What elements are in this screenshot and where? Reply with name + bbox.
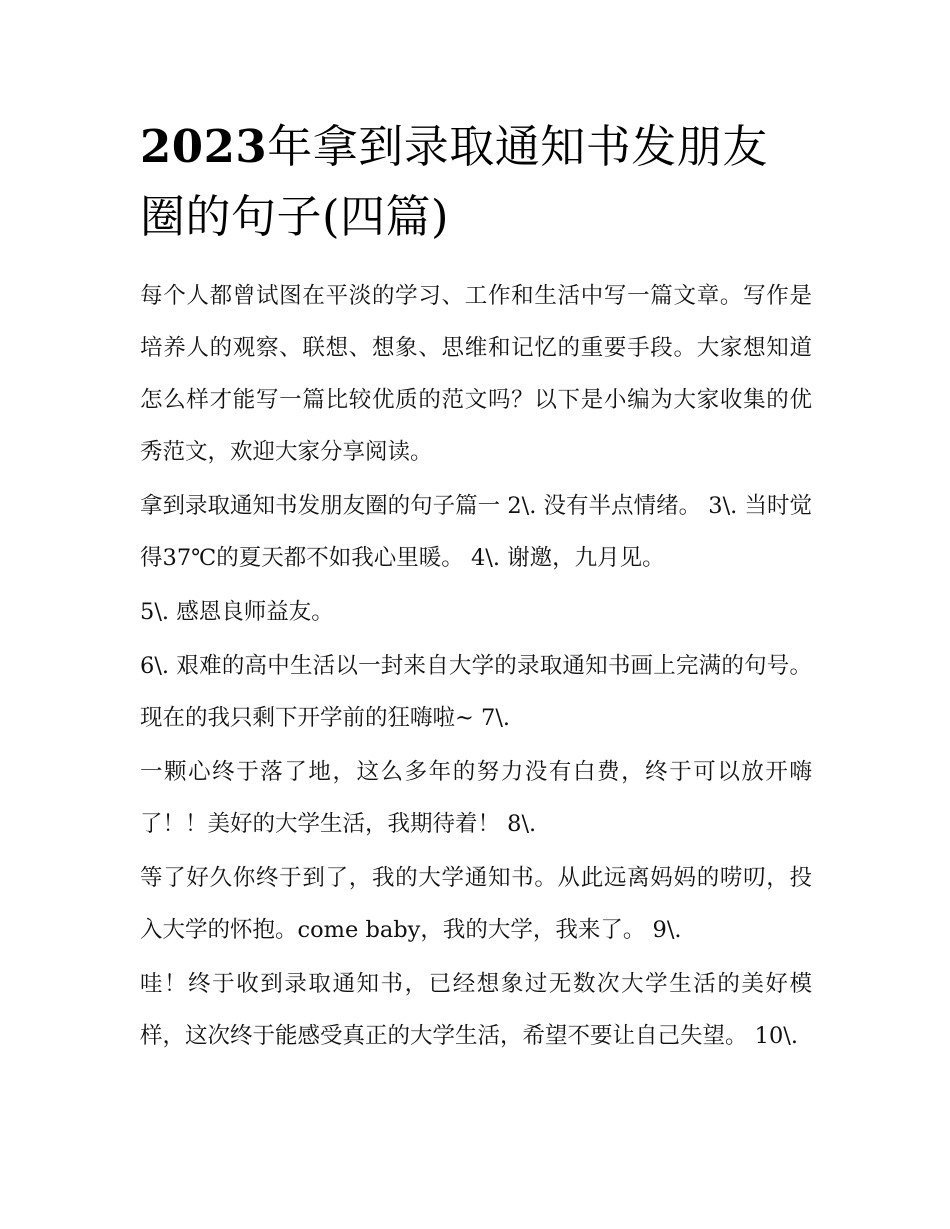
body-paragraph: 哇！终于收到录取通知书，已经想象过无数次大学生活的美好模样，这次终于能感受真正的大学生活，希望不要让自己失望。 10\.: [140, 971, 812, 1049]
body-paragraph: 等了好久你终于到了，我的大学通知书。从此远离妈妈的唠叨，投入大学的怀抱。come baby，我的大学，我来了。 9\.: [140, 865, 812, 943]
body-paragraph: 拿到录取通知书发朋友圈的句子篇一 2\. 没有半点情绪。 3\. 当时觉得37℃的夏天都不如我心里暖。 4\. 谢邀，九月见。: [140, 493, 812, 571]
intro-paragraph: 每个人都曾试图在平淡的学习、工作和生活中写一篇文章。写作是培养人的观察、联想、想象、思维和记忆的重要手段。大家想知道怎么样才能写一篇比较优质的范文吗？以下是小编为大家收集的优秀范文，欢迎大家分享阅读。: [140, 283, 812, 465]
document-title: [140, 112, 812, 252]
document-content: [140, 112, 812, 1064]
body-paragraph: 6\. 艰难的高中生活以一封来自大学的录取通知书画上完满的句号。现在的我只剩下开学前的狂嗨啦~ 7\.: [140, 653, 812, 731]
title-year: 2023: [140, 120, 268, 173]
body-paragraph: 5\. 感恩良师益友。: [140, 599, 334, 625]
title-text: 年拿到录取通知书发朋友圈的句子(四篇): [140, 120, 768, 243]
document-body: [140, 270, 812, 1062]
body-paragraph: 一颗心终于落了地，这么多年的努力没有白费，终于可以放开嗨了！！美好的大学生活，我期待着！ 8\.: [140, 759, 812, 837]
